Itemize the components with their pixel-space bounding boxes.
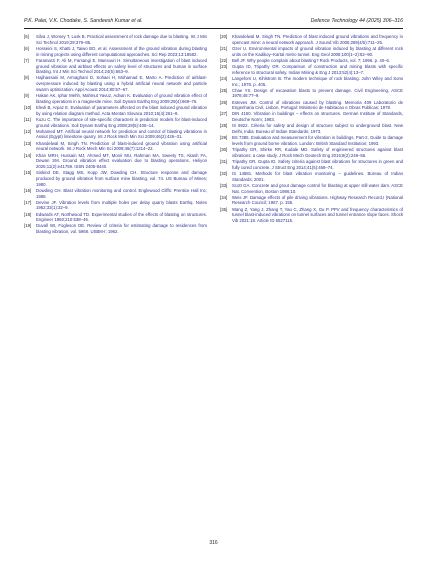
reference-entry[interactable] [220, 207, 403, 224]
reference-link-text[interactable]: Chae YS. Design of excavation blasts to prevent damage. Civil Engineering, ASCE 1978;48:77–9. [232, 87, 403, 99]
reference-number: [22] [220, 57, 228, 63]
reference-link-text[interactable]: Gupta ID, Tripathy GR. Comparison of construction and mining blasts with specific reference to structural safety. Indian Mining & Eng J 2013;52(4):13–7. [232, 63, 403, 75]
reference-entry[interactable] [220, 183, 403, 195]
reference-link-text[interactable]: Bell JF. Why people complain about blasting? Rock Products, vol. 7; 1996. p. 40–6. [232, 57, 391, 63]
reference-entry[interactable] [24, 153, 207, 170]
page-number: 316 [209, 540, 218, 546]
reference-number: [26] [220, 99, 228, 105]
reference-number: [19] [24, 223, 32, 229]
reference-link-text[interactable]: Scott GA. Concrete and grout damage control for blasting at upper still water dam. ASCE Nat. Convention, Boston 1986;10. [232, 182, 403, 194]
references-right-column [220, 34, 403, 224]
reference-entry[interactable] [220, 46, 403, 58]
reference-link-text[interactable]: Wang Z, Yang J, Zhang T, Yao C, Zhang X, Gu P. PPV and frequency characteristics of tunnel blast-induced vibrations on tunnel surfaces and tunnel entrance slope faces. Shock Vib 2021:18. Article ID 5527115. [232, 206, 403, 224]
reference-link-text[interactable]: Ozer U. Environmental impacts of ground vibration induced by blasting at different rock units on the Kadikoy–Kartal metro tunnel. Eng Geol 2008;100(1–2):82–90. [232, 45, 403, 57]
reference-number: [9] [24, 93, 29, 99]
reference-number: [7] [24, 57, 29, 63]
reference-link-text[interactable]: Devine JF. Vibration levels from multiple holes per delay quarry blasts Earthq. Notes 1962;33(1):32–9. [36, 199, 207, 211]
reference-entry[interactable] [220, 34, 403, 46]
reference-number: [18] [24, 211, 32, 217]
reference-entry[interactable] [24, 58, 207, 75]
reference-number: [15] [24, 170, 32, 176]
reference-link-text[interactable]: Dowding CH. Blast vibration monitoring and control. Englewood Cliffs: Prentice Hall Inc; 1985. [36, 187, 207, 199]
reference-number: [31] [220, 159, 228, 165]
reference-link-text[interactable]: Khandelwal M, Singh TN. Prediction of blast-induced ground vibration using artificial neural network. Int J Rock Mech Min Sci 2009;46(7):1214–22. [36, 140, 207, 152]
reference-entry[interactable] [220, 76, 403, 88]
reference-entry[interactable] [220, 111, 403, 123]
reference-number: [33] [220, 182, 228, 188]
reference-entry[interactable] [220, 147, 403, 159]
reference-number: [17] [24, 199, 32, 205]
reference-link-text[interactable]: Faramarzi F, Ali M, Farsangi E, Mansouri H. Simultaneous investigation of blast induced ground vibration and airblast effects on safety level of structures and human in surface blasting. Int J Min Sci Technol 2014;24(5):663–9. [36, 57, 207, 75]
reference-entry[interactable] [24, 141, 207, 153]
reference-link-text[interactable]: IS 14881. Methods for blast vibration monitoring – guidelines. Bureau of Indian Standards; 2001. [232, 170, 403, 182]
reference-entry[interactable] [220, 100, 403, 112]
reference-link-text[interactable]: Edwards AT, Northwood TD. Experimental studies of the effects of blasting on structures. Engineer 1960;210:538–46. [36, 211, 207, 223]
reference-entry[interactable] [220, 64, 403, 76]
reference-entry[interactable] [220, 171, 403, 183]
running-head-authors: P.K. Palei, V.K. Chodake, S. Sandeesh Kumar et al. [24, 18, 143, 24]
reference-link-text[interactable]: Elevli B, Arpaz E. Evaluation of parameters affected on the blast induced ground vibration by using relation diagram method. Acta Montan Slovaca 2010;15(4):261–8. [36, 104, 207, 116]
reference-number: [34] [220, 194, 228, 200]
reference-number: [13] [24, 140, 32, 146]
reference-link-text[interactable]: IS 6922. Criteria for safety and design of structure subject to underground blast. New Delhi, India: Bureau of Indian Standards; 1973. [232, 123, 403, 135]
reference-link-text[interactable]: Langefors U, Kihlstrom B. The modern technique of rock blasting. John Wiley and Sons Inc.; 1978. p. 405. [232, 75, 403, 87]
header-rule [24, 28, 403, 29]
reference-link-text[interactable]: BS 7385. Evaluation and measurement for vibration in buildings, Part-2, Guide to damage levels from ground borne vibration. London: British Standard Institution; 1993. [232, 135, 403, 147]
reference-number: [8] [24, 75, 29, 81]
reference-number: [16] [24, 187, 32, 193]
reference-entry[interactable] [24, 75, 207, 92]
reference-entry[interactable] [24, 46, 207, 58]
reference-entry[interactable] [24, 188, 207, 200]
reference-number: [12] [24, 128, 32, 134]
reference-link-text[interactable]: Khan MRH, Hussain MJ, Ahmed MT, Monir MU, Rahman MA, Sweety TS, Akash FA, Dewan SM. Ground vibration effect evaluation due to blasting operations. Heliyon 2025;11(2):e41759. ISSN 2405-8440. [36, 152, 207, 170]
reference-number: [6] [24, 45, 29, 51]
reference-link-text[interactable]: Tripathy GR, Gupta ID. Safety criteria against blast vibrations for structures in green and fully cured concrete. J Struct Eng 2014;41(5):468–74. [232, 159, 403, 170]
reference-number: [27] [220, 111, 228, 117]
reference-entry[interactable] [24, 93, 207, 105]
reference-number: [14] [24, 152, 32, 158]
reference-number: [10] [24, 104, 32, 110]
reference-link-text[interactable]: Duvall WI, Fogleson DE. Review of criteria for estimating damage to residences from blasting vibration, vol. 5968. USBM-I; 1962. [36, 223, 207, 235]
reference-number: [24] [220, 75, 228, 81]
reference-entry[interactable] [24, 105, 207, 117]
reference-entry[interactable] [24, 212, 207, 224]
references-left-column [24, 34, 207, 235]
reference-entry[interactable] [220, 135, 403, 147]
reference-number: [32] [220, 170, 228, 176]
reference-link-text[interactable]: Kuzu C. The importance of site-specific characters in prediction models for blast-induced ground vibrations. Soil Dynam Earthq Eng 2008;28(5):405–14. [36, 116, 207, 128]
reference-entry[interactable] [220, 58, 403, 64]
reference-entry[interactable] [24, 200, 207, 212]
reference-entry[interactable] [24, 117, 207, 129]
reference-number: [25] [220, 87, 228, 93]
reference-number: [28] [220, 123, 228, 129]
reference-link-text[interactable]: Hajihassani M, Armaghani D, Sohaei H, Mohamad E, Marto A. Prediction of airblast-overpressure induced by blasting using a hybrid artificial neural network and particle swarm optimization. Appl Acoust 2014;80:57–67. [36, 75, 207, 92]
reference-entry[interactable] [24, 34, 207, 46]
reference-link-text[interactable]: Khandelwal M, Singh TN. Prediction of blast induced ground vibrations and frequency in opencast mine: a neural network approach. J Sound Vib 2006;289(4/5):711–25. [232, 34, 403, 45]
reference-entry[interactable] [220, 88, 403, 100]
running-head-journal: Defence Technology 44 (2025) 306–316 [310, 18, 403, 24]
reference-link-text[interactable]: Mohamed MT. Artificial neural network for prediction and control of blasting vibrations in Assiut (Egypt) limestone quarry. Int J Rock Mech Min Sci 2009;46(2):426–31. [36, 128, 207, 140]
reference-link-text[interactable]: Hosseini S, Khatti J, Taiwo BO, et al. Assessment of the ground vibration during blasting in mining projects using different computational approaches. Sci Rep 2023;13:18582. [36, 45, 207, 57]
reference-number: [5] [24, 34, 29, 39]
reference-number: [29] [220, 135, 228, 141]
reference-number: [20] [220, 34, 228, 39]
reference-number: [35] [220, 206, 228, 212]
reference-entry[interactable] [220, 159, 403, 171]
reference-link-text[interactable]: Weis JF. Damage effects of pile driving vibrations. Highway Research Record,I (National Research Council; 1967. p. 155. [232, 194, 403, 206]
reference-number: [23] [220, 63, 228, 69]
running-head [24, 16, 403, 26]
reference-link-text[interactable]: DIN 4150. Vibration in buildings – effects on structures. German Institute of Standards, Deutsche Norm; 1983. [232, 111, 403, 123]
reference-number: [30] [220, 147, 228, 153]
reference-link-text[interactable]: Esteves JM. Control of vibrations caused by blasting. Memoria 409 Laboratorio de Engenharia Civil, Lisbon, Portugal: Ministerio de Habitacao e Obras Publicas; 1978. [232, 99, 403, 111]
reference-number: [11] [24, 116, 31, 122]
reference-link-text[interactable]: Hakan AK, Iphar Mehh, Mahmut Yavuz, Adnan K. Evaluation of ground vibration effect of blasting operations in a magnesite mine. Soil Dynam Earthq Eng 2009;29(4):669–76. [36, 93, 207, 104]
reference-number: [21] [220, 45, 228, 51]
reference-entry[interactable] [220, 123, 403, 135]
reference-entry[interactable] [220, 195, 403, 207]
reference-link-text[interactable]: Tripathy GR, Shirke RR, Kudale MD. Safety of engineered structures against blast vibrations: a case study. J Rock Mech Geotech Eng 2016;8(2):248–55. [232, 147, 403, 158]
reference-entry[interactable] [24, 170, 207, 187]
reference-link-text[interactable]: Silva J, Worsey T, Lusk B. Practical assessment of rock damage due to blasting. Int J Min Sci Technol 2019;29:379–85. [36, 34, 207, 45]
reference-link-text[interactable]: Siskind DE, Stagg MS, Kopp JW, Dowding CH. Structure response and damage produced by ground vibration from surface mine blasting, vol. 74. US Bureau of Mines; 1980. [36, 170, 207, 187]
reference-entry[interactable] [24, 129, 207, 141]
reference-entry[interactable] [24, 223, 207, 235]
